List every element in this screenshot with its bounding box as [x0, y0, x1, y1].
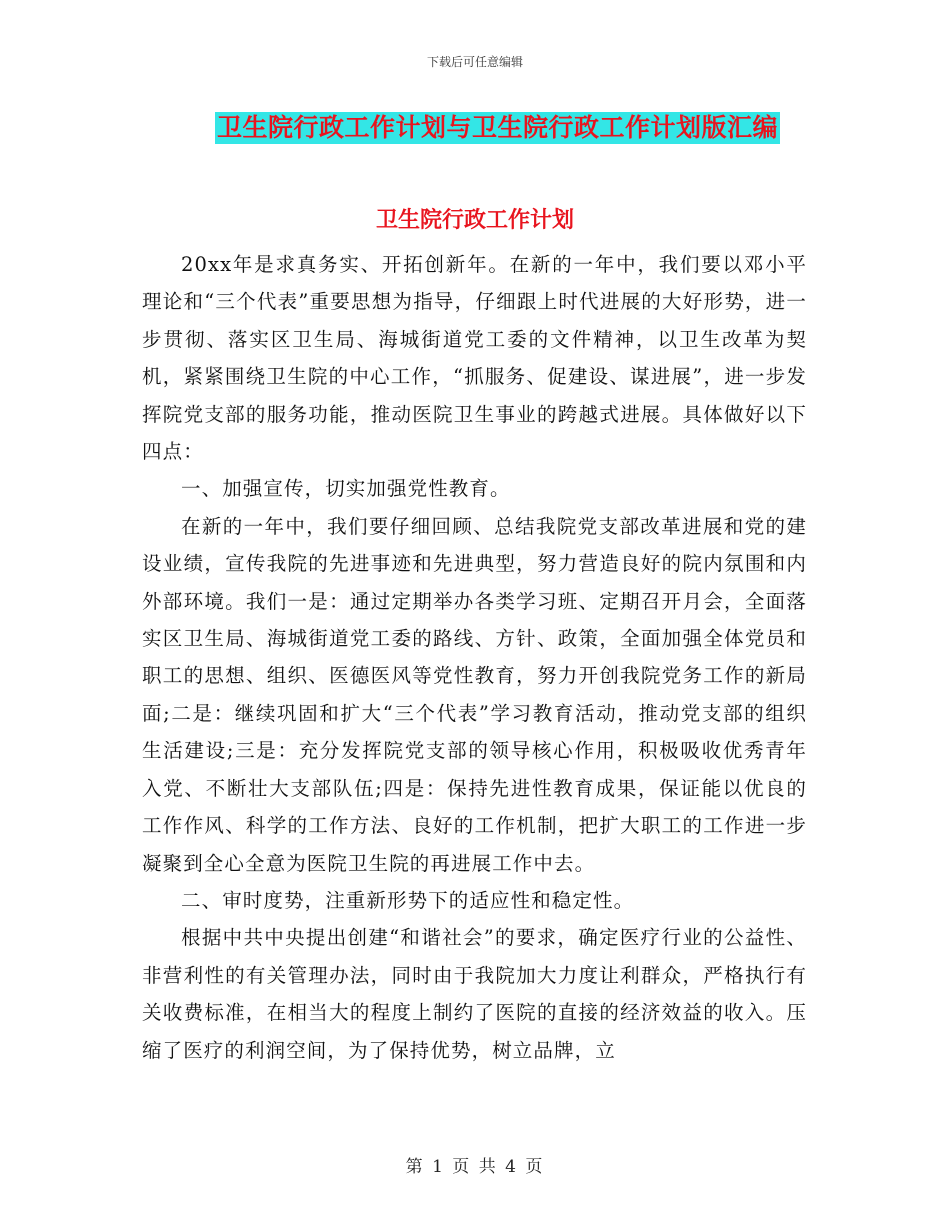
paragraph-body-1: 在新的一年中，我们要仔细回顾、总结我院党支部改革进展和党的建设业绩，宣传我院的先进事迹和先进典型，努力营造良好的院内氛围和内外部环境。我们一是：通过定期举办各类学习班、定期召开月会，全面落实区卫生局、海城街道党工委的路线、方针、政策，全面加强全体党员和职工的思想、组织、医德医风等党性教育，努力开创我院党务工作的新局面;二是：继续巩固和扩大“三个代表”学习教育活动，推动党支部的组织生活建设;三是：充分发挥院党支部的领导核心作用，积极吸收优秀青年入党、不断壮大支部队伍;四是：保持先进性教育成果，保证能以优良的工作作风、科学的工作方法、良好的工作机制，把扩大职工的工作进一步凝聚到全心全意为医院卫生院的再进展工作中去。 [142, 514, 807, 875]
document-body [142, 246, 807, 1069]
paragraph-heading-1: 一、加强宣传，切实加强党性教育。 [181, 477, 511, 501]
section-title: 卫生院行政工作计划 [375, 208, 574, 233]
paragraph-heading-2: 二、审时度势，注重新形势下的适应性和稳定性。 [181, 888, 635, 912]
page-footer: 第 1 页 共 4 页 [405, 1157, 545, 1177]
paragraph-intro: 20xx年是求真务实、开拓创新年。在新的一年中，我们要以邓小平理论和“三个代表”重要思想为指导，仔细跟上时代进展的大好形势，进一步贯彻、落实区卫生局、海城街道党工委的文件精神，以卫生改革为契机，紧紧围绕卫生院的中心工作，“抓服务、促建设、谋进展”，进一步发挥院党支部的服务功能，推动医院卫生事业的跨越式进展。具体做好以下四点： [142, 253, 807, 464]
document-title-container [0, 112, 950, 144]
header-note: 下载后可任意编辑 [426, 55, 523, 69]
paragraph-body-2: 根据中共中央提出创建“和谐社会”的要求，确定医疗行业的公益性、非营利性的有关管理办法，同时由于我院加大力度让利群众，严格执行有关收费标准，在相当大的程度上制约了医院的直接的经济效益的收入。压缩了医疗的利润空间，为了保持优势，树立品牌，立 [142, 926, 807, 1062]
document-title: 卫生院行政工作计划与卫生院行政工作计划版汇编 [216, 113, 778, 142]
